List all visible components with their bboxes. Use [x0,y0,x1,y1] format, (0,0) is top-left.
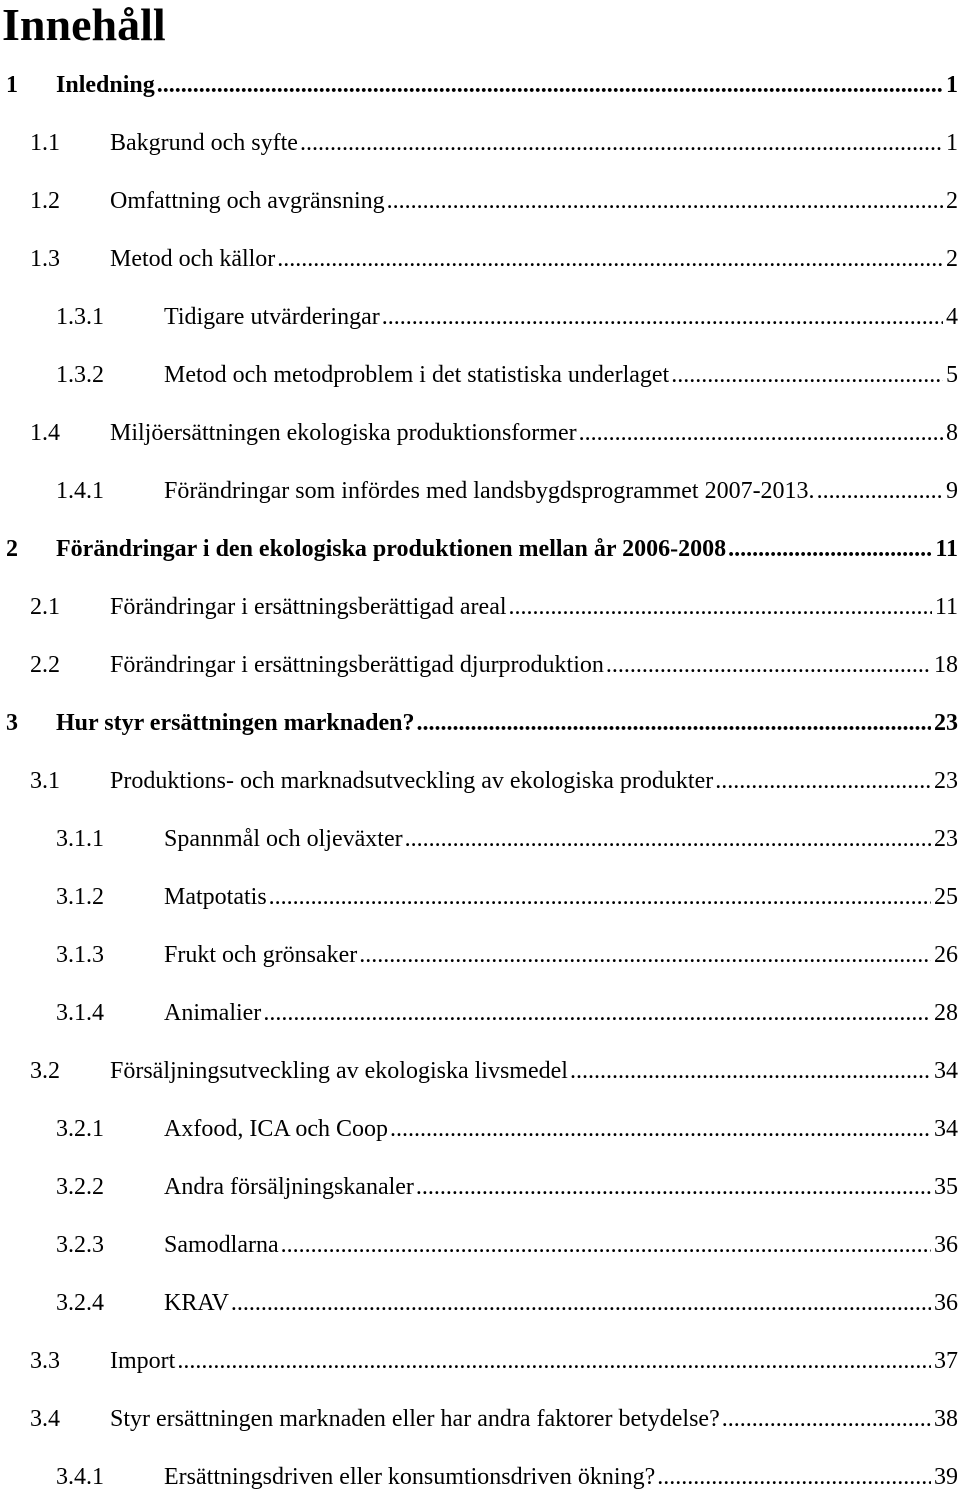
toc-entry[interactable] [0,532,960,566]
toc-entry-label: Förändringar i ersättningsberättigad djurproduktion [110,648,606,682]
toc-entry[interactable] [0,1460,960,1494]
toc-entry-page-number: 11 [932,590,958,624]
toc-entry[interactable] [0,590,960,624]
toc-entry[interactable] [0,242,960,276]
toc-entry-number: 2.2 [30,652,60,678]
toc-entry-label: Omfattning och avgränsning [110,184,387,218]
toc-entry-number: 3 [6,710,18,736]
toc-entry[interactable] [0,358,960,392]
toc-entry-number: 3.1.3 [56,942,104,968]
toc-entry-number: 3.4.1 [56,1464,104,1490]
toc-entry-number: 1.2 [30,188,60,214]
toc-entry-number: 1.1 [30,130,60,156]
toc-entry[interactable] [0,822,960,856]
toc-entry-page-number: 2 [943,184,958,218]
toc-entry-label: Miljöersättningen ekologiska produktionsformer [110,416,579,450]
toc-entry-page-number: 11 [932,532,958,566]
toc-entry-label: Bakgrund och syfte [110,126,300,160]
toc-entry[interactable] [0,764,960,798]
toc-entry-number: 1.3.1 [56,304,104,330]
dot-leader [390,1112,931,1146]
dot-leader [509,590,932,624]
toc-entry-number: 3.2 [30,1058,60,1084]
toc-entry[interactable] [0,1402,960,1436]
toc-entry-page-number: 34 [931,1054,958,1088]
toc-entry-label: Förändringar i den ekologiska produktionen mellan år 2006-2008 [56,532,728,566]
toc-entry-number: 2.1 [30,594,60,620]
toc-entry-label: Frukt och grönsaker [164,938,359,972]
toc-entry-page-number: 34 [931,1112,958,1146]
toc-entry-page-number: 37 [931,1344,958,1378]
toc-entry-label: Produktions- och marknadsutveckling av ekologiska produkter [110,764,715,798]
toc-entry-label: Styr ersättningen marknaden eller har andra faktorer betydelse? [110,1402,722,1436]
toc-entry-page-number: 23 [931,764,958,798]
toc-entry-number: 1.4 [30,420,60,446]
dot-leader [157,68,943,102]
dot-leader [671,358,943,392]
dot-leader [359,938,931,972]
dot-leader [715,764,931,798]
toc-entry-number: 3.3 [30,1348,60,1374]
toc-entry[interactable] [0,1054,960,1088]
toc-entry-number: 1.4.1 [56,478,104,504]
toc-entry-number: 3.4 [30,1406,60,1432]
dot-leader [277,242,943,276]
toc-entry-page-number: 38 [931,1402,958,1436]
toc-entry-page-number: 36 [931,1286,958,1320]
toc-entry[interactable] [0,1344,960,1378]
toc-entry-number: 3.2.1 [56,1116,104,1142]
toc-entry-page-number: 5 [943,358,958,392]
dot-leader [570,1054,931,1088]
toc-entry-label: Axfood, ICA och Coop [164,1112,390,1146]
toc-entry-label: Förändringar i ersättningsberättigad areal [110,590,509,624]
dot-leader [657,1460,931,1494]
toc-entry[interactable] [0,938,960,972]
dot-leader [722,1402,931,1436]
toc-entry-page-number: 25 [931,880,958,914]
toc-entry[interactable] [0,474,960,508]
toc-entry[interactable] [0,1112,960,1146]
dot-leader [281,1228,931,1262]
toc-entry-label: Metod och källor [110,242,277,276]
toc-entry-page-number: 28 [931,996,958,1030]
toc-entry[interactable] [0,1286,960,1320]
toc-entry-number: 3.2.4 [56,1290,104,1316]
dot-leader [416,706,931,740]
toc-entry-page-number: 35 [931,1170,958,1204]
toc-entry-label: Hur styr ersättningen marknaden? [56,706,416,740]
toc-entry-label: Förändringar som infördes med landsbygdsprogrammet 2007-2013. [164,474,817,508]
toc-entry-number: 3.2.3 [56,1232,104,1258]
page-title: Innehåll [2,0,166,50]
toc-entry-page-number: 36 [931,1228,958,1262]
toc-entry-number: 1.3 [30,246,60,272]
dot-leader [606,648,931,682]
toc-entry-number: 3.1.1 [56,826,104,852]
dot-leader [817,474,943,508]
dot-leader [416,1170,931,1204]
toc-entry[interactable] [0,184,960,218]
toc-entry[interactable] [0,648,960,682]
toc-entry[interactable] [0,68,960,102]
toc-entry-number: 1.3.2 [56,362,104,388]
dot-leader [579,416,943,450]
toc-entry-label: KRAV [164,1286,231,1320]
toc-entry-label: Metod och metodproblem i det statistiska underlaget [164,358,671,392]
toc-entry-label: Försäljningsutveckling av ekologiska livsmedel [110,1054,570,1088]
dot-leader [263,996,931,1030]
toc-entry-label: Inledning [56,68,157,102]
toc-entry-number: 1 [6,72,18,98]
toc-entry[interactable] [0,880,960,914]
dot-leader [269,880,931,914]
toc-entry[interactable] [0,126,960,160]
toc-entry-number: 3.1 [30,768,60,794]
toc-entry-page-number: 2 [943,242,958,276]
toc-entry-page-number: 9 [943,474,958,508]
toc-entry-number: 3.2.2 [56,1174,104,1200]
dot-leader [300,126,943,160]
toc-entry[interactable] [0,300,960,334]
toc-entry-page-number: 26 [931,938,958,972]
toc-entry-page-number: 23 [931,706,958,740]
toc-entry[interactable] [0,706,960,740]
toc-entry-number: 3.1.2 [56,884,104,910]
toc-entry-page-number: 23 [931,822,958,856]
toc-entry-page-number: 39 [931,1460,958,1494]
dot-leader [728,532,932,566]
toc-entry-label: Import [110,1344,177,1378]
toc-entry-label: Andra försäljningskanaler [164,1170,416,1204]
toc-entry-label: Animalier [164,996,263,1030]
toc-entry[interactable] [0,996,960,1030]
toc-entry-label: Samodlarna [164,1228,281,1262]
dot-leader [387,184,943,218]
toc-entry-label: Spannmål och oljeväxter [164,822,405,856]
toc-entry-number: 3.1.4 [56,1000,104,1026]
dot-leader [231,1286,931,1320]
toc-entry-page-number: 18 [931,648,958,682]
toc-entry-page-number: 1 [943,126,958,160]
toc-entry-label: Ersättningsdriven eller konsumtionsdriven ökning? [164,1460,657,1494]
toc-entry-number: 2 [6,536,18,562]
toc-entry[interactable] [0,1170,960,1204]
dot-leader [382,300,943,334]
toc-entry-label: Matpotatis [164,880,269,914]
toc-entry-page-number: 1 [943,68,958,102]
toc-entry-label: Tidigare utvärderingar [164,300,382,334]
dot-leader [177,1344,931,1378]
toc-entry[interactable] [0,416,960,450]
toc-entry-page-number: 4 [943,300,958,334]
toc-entry-page-number: 8 [943,416,958,450]
dot-leader [405,822,931,856]
toc-entry[interactable] [0,1228,960,1262]
